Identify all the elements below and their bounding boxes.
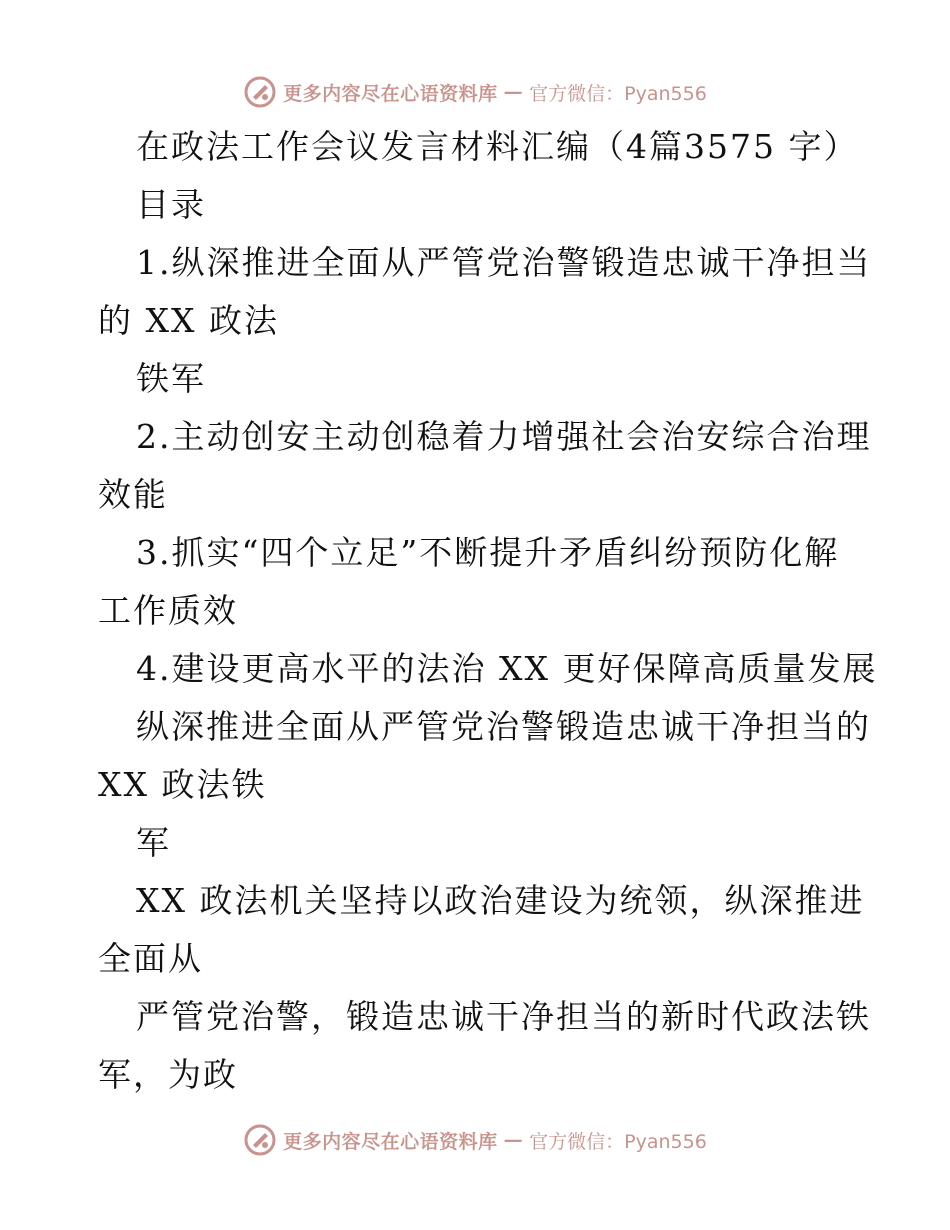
toc-item: 4.建设更高水平的法治 XX 更好保障高质量发展	[136, 649, 878, 688]
body-paragraph-line: 军，为政	[98, 1055, 238, 1094]
watermark-contact: 官方微信：Pyan556	[529, 1130, 707, 1153]
toc-heading: 目录	[136, 185, 206, 224]
watermark-text: 更多内容尽在心语资料库	[283, 82, 498, 105]
toc-item-continued: 铁军	[136, 359, 206, 398]
section-heading: 纵深推进全面从严管党治警锻造忠诚干净担当的	[136, 707, 871, 746]
brand-logo-icon	[243, 75, 277, 109]
watermark-footer	[0, 1120, 950, 1160]
watermark-dash: —	[503, 1129, 524, 1151]
toc-item-continued: 工作质效	[98, 591, 238, 630]
toc-item-continued: 效能	[98, 475, 168, 514]
document-body	[98, 118, 878, 1104]
body-paragraph-line: 严管党治警，锻造忠诚干净担当的新时代政法铁	[136, 997, 871, 1036]
watermark-contact: 官方微信：Pyan556	[529, 82, 707, 105]
section-heading-continued: 军	[136, 823, 171, 862]
toc-item: 1.纵深推进全面从严管党治警锻造忠诚干净担当	[136, 243, 872, 282]
toc-item: 3.抓实“四个立足”不断提升矛盾纠纷预防化解	[136, 533, 840, 572]
body-paragraph-line: 全面从	[98, 939, 203, 978]
document-title: 在政法工作会议发言材料汇编（4篇3575 字）	[136, 127, 859, 166]
watermark-text: 更多内容尽在心语资料库	[283, 1130, 498, 1153]
watermark-header	[0, 72, 950, 112]
section-heading-continued: XX 政法铁	[98, 765, 267, 804]
toc-item: 2.主动创安主动创稳着力增强社会治安综合治理	[136, 417, 872, 456]
body-paragraph-line: XX 政法机关坚持以政治建设为统领，纵深推进	[136, 881, 865, 920]
brand-logo-icon	[243, 1123, 277, 1157]
watermark-dash: —	[503, 81, 524, 103]
toc-item-continued: 的 XX 政法	[98, 301, 279, 340]
